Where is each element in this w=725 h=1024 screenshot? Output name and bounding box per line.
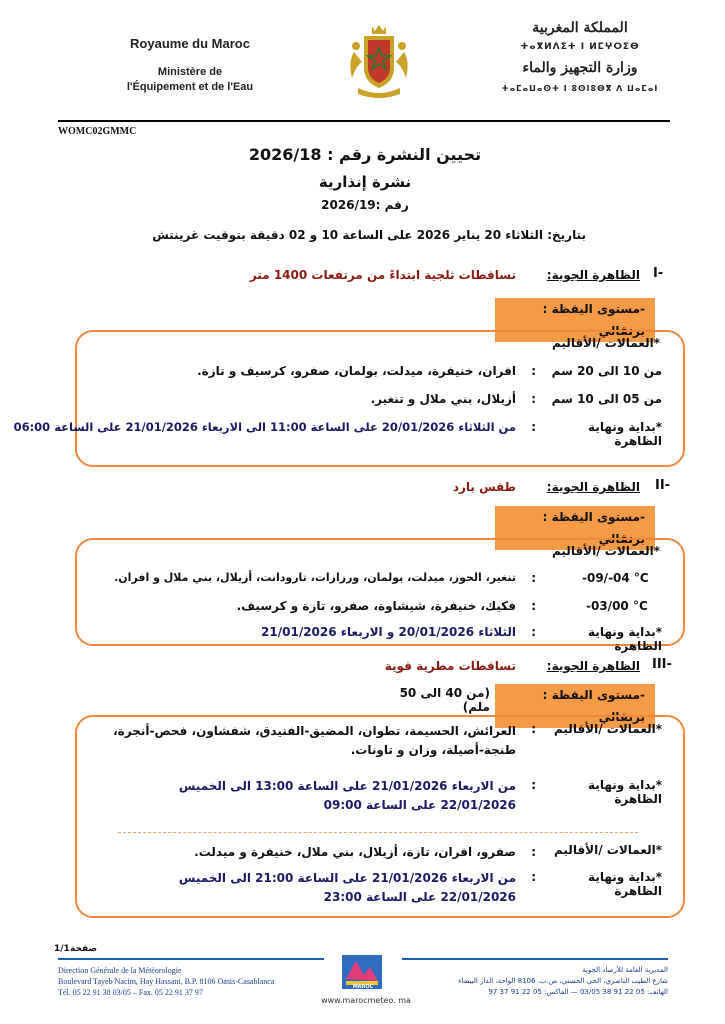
section-3-group-divider xyxy=(118,832,638,833)
footer-ar-line-3: الهاتف: 05 22 91 38 03/05 — الفاكس: 05 22 91 37 97 xyxy=(488,988,668,996)
maroc-meteo-logo-text: MAROC xyxy=(352,984,374,990)
bulletin-alert-title: نشرة إنذارية xyxy=(318,173,412,191)
header-divider xyxy=(58,120,670,122)
section-3-group-1-label: *العمالات /الأقاليم xyxy=(554,722,662,736)
section-1-period-value: من الثلاثاء 20/01/2026 على الساعة 11:00 الى الاربعاء 21/01/2026 على الساعة 06:00 xyxy=(13,420,516,434)
section-2-row-2-places: فكيك، خنيفرة، شيشاوة، صفرو، تازة و كرسيف. xyxy=(236,599,516,613)
section-1-row-1-amount: من 10 الى 20 سم xyxy=(551,364,662,378)
header-fr-ministry: Ministère de xyxy=(157,66,223,78)
footer-ar-address xyxy=(390,965,668,998)
footer-line-left xyxy=(58,958,324,960)
section-2-regions-header: *العمالات /الأقاليم xyxy=(552,544,660,558)
footer-fr-line-1: Direction Générale de la Météorologie xyxy=(58,966,182,975)
section-2-period-value: الثلاثاء 20/01/2026 و الاربعاء 21/01/2026 xyxy=(261,625,516,639)
section-2-period-colon: : xyxy=(531,625,536,639)
bulletin-date: بتاريخ: الثلاثاء 20 يناير 2026 على الساعة 10 و 02 دقيقة بتوقيت غرينتش xyxy=(152,228,586,242)
section-1-row-2-colon: : xyxy=(531,392,536,406)
section-3-group-1-colon: : xyxy=(531,722,536,736)
section-2-row-2-colon: : xyxy=(531,599,536,613)
footer-ar-line-2: شارع الطيب الناصري، الحي الحسني، ص.ب. 8106 الواحة، الدار البيضاء xyxy=(458,977,668,985)
header-fr-ministry-name: l'Équipement et de l'Eau xyxy=(126,81,254,93)
section-3-group-1-period-colon: : xyxy=(531,778,536,792)
document-code: WOMC02GMMC xyxy=(58,126,137,137)
section-3-group-1-period: من الاربعاء 21/01/2026 على الساعة 13:00 الى الخميس 22/01/2026 على الساعة 09:00 xyxy=(178,779,516,812)
section-1-row-2-places: أزيلال، بني ملال و تنغير. xyxy=(370,392,516,406)
header-fr-kingdom: Royaume du Maroc xyxy=(130,36,250,51)
footer-fr-line-2: Boulevard Tayeb Nacim, Hay Hassani, B.P. 8106 Oasis-Casablanca xyxy=(58,977,275,986)
section-2-period-label: *بداية ونهاية الظاهرة xyxy=(588,625,662,653)
footer-fr-address xyxy=(58,965,338,998)
section-1-period-colon: : xyxy=(531,420,536,434)
section-3-group-2-colon: : xyxy=(531,845,536,859)
section-3-phenomenon-label: الظاهرة الجوية: xyxy=(546,659,640,673)
footer-line-right xyxy=(402,958,668,960)
header-ar-kingdom: المملكة المغربية xyxy=(532,20,628,36)
page-label: صفحة xyxy=(70,944,98,954)
section-3-group-2-label: *العمالات /الأقاليم xyxy=(554,843,662,857)
section-2-row-1-colon: : xyxy=(531,571,536,585)
section-2-row-1-places: تنغير، الحوز، ميدلت، بولمان، ورزازات، تارودانت، أزيلال، بني ملال و افران. xyxy=(114,571,516,584)
section-2-row-1-temp: -09/-04 °C xyxy=(582,571,649,585)
footer-fr-line-3: Tél. 05 22 91 38 03/05 – Fax. 05 22 91 37 97 xyxy=(58,988,203,997)
section-3-group-2-period-colon: : xyxy=(531,870,536,884)
bulletin-update-title: تحيين النشرة رقم : 2026/18 xyxy=(248,145,482,164)
section-2-phenomenon-label: الظاهرة الجوية: xyxy=(546,480,640,494)
coat-of-arms-emblem xyxy=(342,22,416,100)
section-3-group-2-places: صفرو، افران، تازة، أزيلال، بني ملال، خنيفرة و ميدلت. xyxy=(194,845,516,859)
section-3-phenomenon-value: تساقطات مطرية قوية xyxy=(384,659,516,673)
section-2-phenomenon-value: طقس بارد xyxy=(452,480,516,494)
section-1-row-2-amount: من 05 الى 10 سم xyxy=(551,392,662,406)
header-tifinagh-ministry: ⵜⴰⵎⴰⵡⴰⵙⵜ ⵏ ⵓⵙⵏⵓⴱⴳ ⴷ ⵡⴰⵎⴰⵏ xyxy=(501,84,659,93)
section-3-group-1-places: العرائش، الحسيمة، تطوان، المضيق-الفنيدق، شفشاون، فحص-أنجرة، طنجة-أصيلة، وزان و تاونات. xyxy=(113,724,516,757)
section-1-phenomenon-value: تساقطات ثلجية ابتداءً من مرتفعات 1400 متر xyxy=(249,268,516,282)
header-tifinagh-kingdom: ⵜⴰⴳⵍⴷⵉⵜ ⵏ ⵍⵎⵖⵔⵉⴱ xyxy=(520,42,640,52)
section-1-phenomenon-label: الظاهرة الجوية: xyxy=(546,268,640,282)
header-ar-ministry: وزارة التجهيز والماء xyxy=(522,60,638,76)
section-1-vigilance-badge: -مستوى اليقظة : برتقالي xyxy=(495,298,655,342)
footer-website[interactable]: www.marocmeteo. ma xyxy=(321,996,411,1005)
section-2-row-2-temp: -03/00 °C xyxy=(586,599,648,613)
section-3-vigilance-note: (من 40 الى 50 ملم) xyxy=(399,686,490,714)
section-2-numeral: II- xyxy=(655,478,671,493)
footer-ar-line-1: المديرية العامة للأرصاد الجوية xyxy=(582,966,668,974)
section-3-group-2-period-label: *بداية ونهاية الظاهرة xyxy=(588,870,662,898)
bulletin-number: رقم :2026/19 xyxy=(321,198,409,212)
section-1-numeral: I- xyxy=(653,266,664,281)
page-number: 1/1 xyxy=(54,944,70,954)
section-1-row-1-places: افران، خنيفرة، ميدلت، بولمان، صفرو، كرسيف و تازة. xyxy=(197,364,516,378)
section-1-row-1-colon: : xyxy=(531,364,536,378)
section-3-vigilance-badge: -مستوى اليقظة : برتقالي xyxy=(495,684,655,728)
section-1-period-label: *بداية ونهاية الظاهرة xyxy=(588,420,662,448)
section-3-group-2-period: من الاربعاء 21/01/2026 على الساعة 21:00 الى الخميس 22/01/2026 على الساعة 23:00 xyxy=(178,871,516,904)
section-3-numeral: III- xyxy=(652,657,672,672)
section-1-regions-header: *العمالات /الأقاليم xyxy=(552,336,660,350)
section-3-group-1-period-label: *بداية ونهاية الظاهرة xyxy=(588,778,662,806)
section-2-vigilance-badge: -مستوى اليقظة : برتقالي xyxy=(495,506,655,550)
